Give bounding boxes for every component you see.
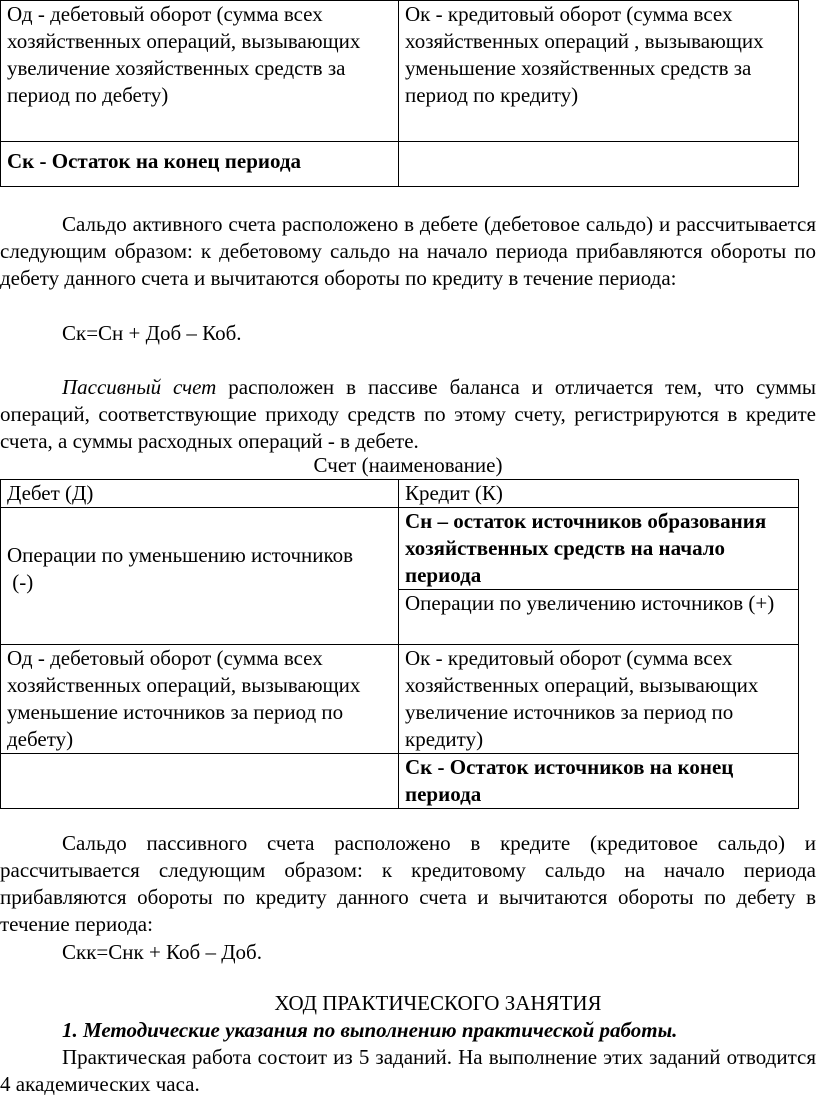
- credit-header-cell: Кредит (К): [399, 480, 799, 508]
- active-account-table: [0, 0, 799, 187]
- table-row: [1, 480, 799, 508]
- formula-active: Ск=Сн + Доб – Коб.: [62, 321, 242, 345]
- passive-account-paragraph: [0, 374, 816, 455]
- passive-account-table: [0, 479, 799, 809]
- debit-header-cell: Дебет (Д): [1, 480, 399, 508]
- opening-balance-cell: Сн – остаток источников образования хозяйственных средств на начало периода: [399, 508, 799, 590]
- passive-account-term: Пассивный счет: [62, 375, 217, 399]
- empty-cell: [399, 142, 799, 187]
- active-balance-paragraph: Сальдо активного счета расположено в дебете (дебетовое сальдо) и рассчитывается следующим образом: к дебетовому сальдо на начало периода прибавляются обороты по дебету данного счета и вычитаются обороты по кредиту в течение периода:: [0, 212, 816, 290]
- empty-cell: [1, 754, 399, 809]
- closing-balance-cell: Ск - Остаток на конец периода: [1, 142, 399, 187]
- section-heading: ХОД ПРАКТИЧЕСКОГО ЗАНЯТИЯ: [274, 991, 602, 1015]
- debit-turnover-cell: Од - дебетовый оборот (сумма всех хозяйственных операций, вызывающих уменьшение источников за период по дебету): [1, 645, 399, 754]
- debit-turnover-cell: Од - дебетовый оборот (сумма всех хозяйственных операций, вызывающих увеличение хозяйственных средств за период по дебету): [1, 1, 399, 142]
- passive-account-text: расположен в пассиве баланса и отличается тем, что суммы операций, соответствующие приходу средств по этому счету, регистрируются в кредите счета, а суммы расходных операций - в дебете.: [0, 375, 816, 453]
- table-row: [1, 508, 799, 590]
- table-caption: Счет (наименование): [313, 453, 503, 477]
- credit-turnover-cell: Ок - кредитовый оборот (сумма всех хозяйственных операций , вызывающих уменьшение хозяйственных средств за период по кредиту): [399, 1, 799, 142]
- methodical-subheading: 1. Методические указания по выполнению практической работы.: [62, 1018, 678, 1042]
- table-row: [1, 142, 799, 187]
- debit-operations-sign: (-): [7, 570, 34, 594]
- debit-operations-label: Операции по уменьшению источников: [7, 543, 354, 567]
- table-row: [1, 754, 799, 809]
- debit-operations-cell: [1, 508, 399, 645]
- closing-balance-cell: Ск - Остаток источников на конец периода: [399, 754, 799, 809]
- credit-operations-cell: Операции по увеличению источников (+): [399, 590, 799, 645]
- formula-passive: Скк=Снк + Коб – Доб.: [62, 940, 262, 964]
- table-row: [1, 1, 799, 142]
- passive-balance-paragraph: Сальдо пассивного счета расположено в кредите (кредитовое сальдо) и рассчитывается следующим образом: к кредитовому сальдо на начало периода прибавляются обороты по кредиту данного счета и вычитаются обороты по дебету в течение периода:: [0, 831, 816, 936]
- table-row: [1, 645, 799, 754]
- practical-work-paragraph: Практическая работа состоит из 5 заданий. На выполнение этих заданий отводится 4 академических часа.: [0, 1045, 816, 1096]
- credit-turnover-cell: Ок - кредитовый оборот (сумма всех хозяйственных операций, вызывающих увеличение источников за период по кредиту): [399, 645, 799, 754]
